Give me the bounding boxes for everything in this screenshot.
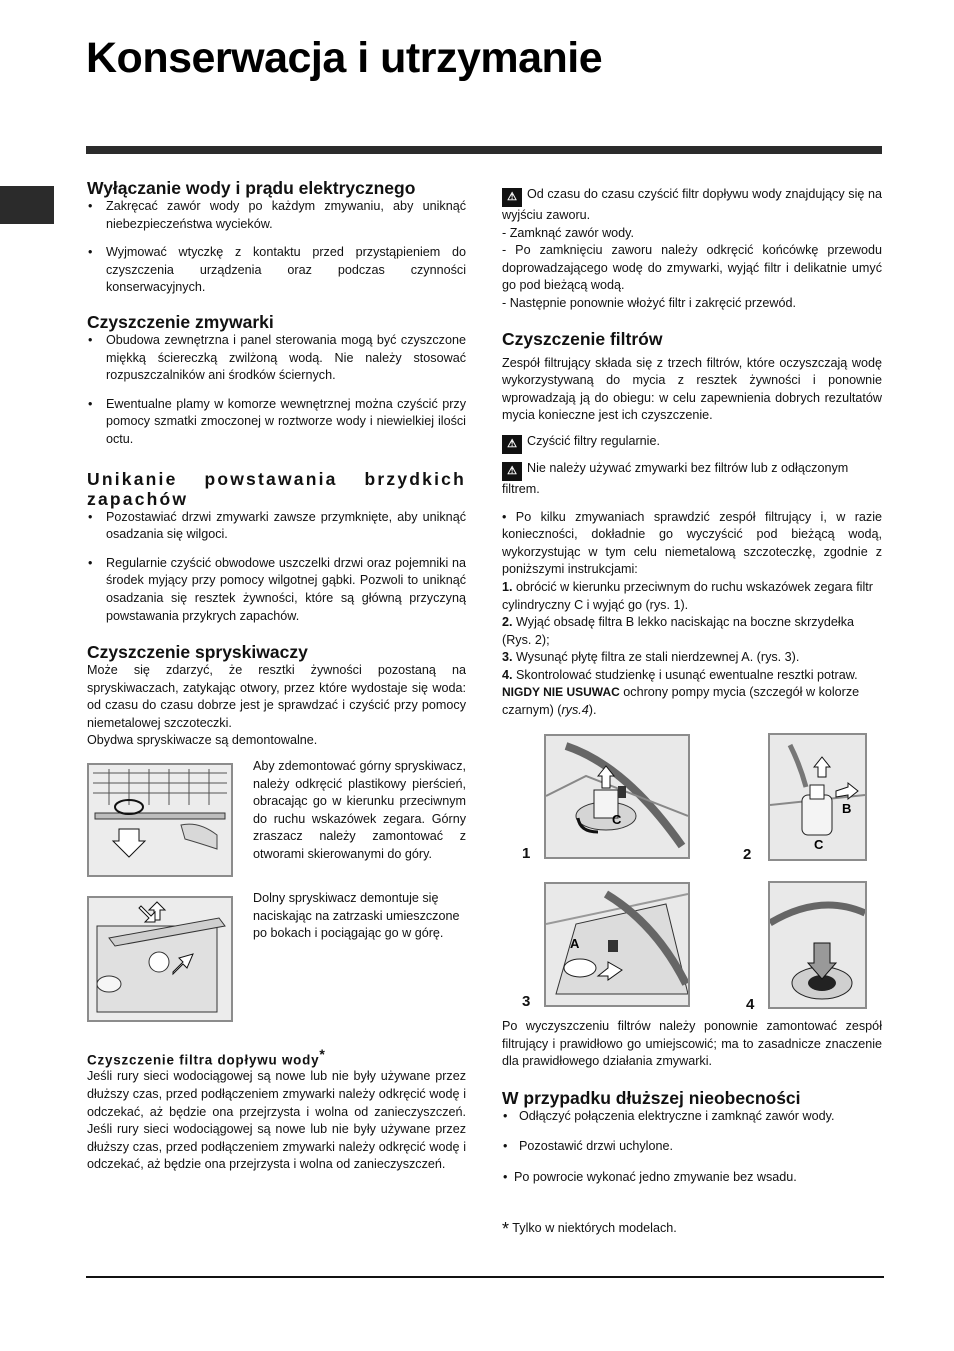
inlet-filter-text: Jeśli rury sieci wodociągowej są nowe lub nie były używane przez dłuższy czas, przed podłączeniem zmywarki należy odkręcić wodę i odczekać, aż będzie ona przejrzysta i wolna od zanieczyszczeń. Jeśli rury sieci wodociągowej są nowe lub nie były używane przez dłuższy czas, przed podłączeniem zmywarki należy odkręcić wodę i odczekać, aż będzie ona przejrzysta i wolna od zanieczyszczeń. [87,1069,466,1172]
fig-number-1: 1 [522,845,531,862]
never-remove-text: ochrony pompy mycia (szczegół w kolorze czarnym) ( [502,685,860,718]
fig-letter-c: C [814,837,824,852]
filters-warning-1-text: Czyścić filtry regularnie. [527,433,660,448]
odours-list [87,509,466,626]
fig-letter-a: A [570,936,580,951]
step-number: 2. [502,615,513,630]
list-item: • Wyjmować wtyczkę z kontaktu przed przystąpieniem do czyszczenia urządzenia oraz podczas czynności konserwacyjnych. [87,244,466,297]
list-item: • Zakręcać zawór wody po każdym zmywaniu, aby uniknąć niebezpieczeństwa wycieków. [87,198,466,233]
list-item: • Regularnie czyścić obwodowe uszczelki drzwi oraz pojemniki na środek myjący przy pomocy wilgotnej gąbki. Pozwoli to uniknąć osadzania się resztek żywności, które są główną przyczyną powstawania przykrych zapachów. [87,555,466,625]
inlet-step: - Po zamknięciu zaworu należy odkręcić końcówkę przewodu doprowadzającego wodę do zmywarki, wyjąć filtr i delikatnie umyć go pod bieżącą wodą. [502,243,882,293]
fig-number-3: 3 [522,993,531,1010]
step-number: 1. [502,579,513,594]
step-number: 4. [502,667,513,682]
page-title: Konserwacja i utrzymanie [86,34,603,82]
section-heading-cleaning: Czyszczenie zmywarki [87,311,274,332]
filter-step [502,667,882,685]
filter-figure-4 [768,881,867,1009]
warning-icon: ⚠ [502,462,522,481]
asterisk-mark: * [319,1046,326,1062]
footnote-text: Tylko w niektórych modelach. [512,1221,677,1235]
filters-after: Po wyczyszczeniu filtrów należy ponownie zamontować zespół filtrujący i prawidłowo go umiejscowić; ma to zasadnicze znaczenie dla prawidłowego działania zmywarki. [502,1019,882,1069]
cleaning-list [87,332,466,449]
inlet-step: - Następnie ponownie włożyć filtr i zakręcić przewód. [502,295,796,310]
never-remove-note [502,684,882,719]
step-number: 3. [502,650,513,665]
filter-step [502,614,882,649]
filters-check: • Po kilku zmywaniach sprawdzić zespół filtrujący i, w razie konieczności, dokładnie go wyczyścić pod bieżącą wodą, wykorzystując w tym celu niemetalową szczoteczkę, zgodnie z poniższymi instrukcjami: [502,509,882,577]
section-tab-marker [0,186,54,224]
fig-letter-b: B [842,801,852,816]
section-heading-sprayers: Czyszczenie spryskiwaczy [87,642,308,663]
filter-figure-1 [544,734,690,859]
inlet-warning-first: Od czasu do czasu czyścić filtr dopływu wody znajdujący się na wyjściu zaworu. [502,187,882,222]
filters-intro: Zespół filtrujący składa się z trzech filtrów, które oczyszczają wodę wykorzystywaną do mycia z resztek żywności i ponownie wprowadzają ją do obiegu: w celu zapewnienia dobrych rezultatów mycia konieczne jest ich czyszczenie. [502,355,882,423]
left-column [87,178,466,750]
list-item: • Pozostawiać drzwi zmywarki zawsze przymknięte, aby uniknąć osadzania się wilgoci. [87,509,466,544]
never-remove-bold: NIGDY NIE USUWAC [502,685,620,700]
warning-icon: ⚠ [502,435,522,454]
footnote-mark: * [502,1219,510,1239]
step-text: Wysunąć płytę filtra ze stali nierdzewnej A. (rys. 3). [516,650,800,665]
lower-sprayer-figure [87,896,233,1022]
title-divider [86,146,882,154]
upper-sprayer-figure [87,763,233,877]
filter-step [502,649,882,667]
fig-number-4: 4 [746,996,755,1013]
absence-list [502,1108,882,1187]
upper-sprayer-text: Aby zdemontować górny spryskiwacz, należy odkręcić plastikowy pierścień, obracając go w kierunku przeciwnym do ruchu wskazówek zegara. Górny zraszacz należy zamontować z otworami skierowanymi do góry. [253,759,466,861]
inlet-filter-heading: Czyszczenie filtra dopływu wody [87,1052,320,1068]
section-heading-absence: W przypadku dłuższej nieobecności [502,1087,801,1108]
lower-sprayer-text: Dolny spryskiwacz demontuje się naciskając na zatrzaski umieszczone po bokach i pociągając go w górę. [253,891,460,941]
sprayers-intro: Może się zdarzyć, że resztki żywności pozostaną na spryskiwaczach, zatykając otwory, przez które wydostaje się woda: od czasu do czasu dobrze jest je sprawdzać i czyścić przy pomocy niemetalowej szczoteczki. [87,663,466,730]
section-heading-water: Wyłączanie wody i prądu elektrycznego [87,178,416,198]
inlet-filter-section [87,1046,466,1174]
fig-letter-c: C [612,812,622,827]
sprayers-removable: Obydwa spryskiwacze są demontowalne. [87,733,318,748]
warning-icon: ⚠ [502,188,522,207]
list-item: • Odłączyć połączenia elektryczne i zamknąć zawór wody. [502,1108,882,1126]
list-item: • Ewentualne plamy w komorze wewnętrznej można czyścić przy pomocy szmatki zmoczonej w roztworze wody i niewielkiej ilości octu. [87,396,466,449]
list-item: • Obudowa zewnętrzna i panel sterowania mogą być czyszczone miękką ściereczką zwilżoną wodą. Nie należy stosować rozpuszczalników ani środków ściernych. [87,332,466,385]
right-column [502,186,882,720]
filters-warning-2-text: Nie należy używać zmywarki bez filtrów lub z odłączonym filtrem. [502,460,849,496]
list-item: • Pozostawić drzwi uchylone. [502,1138,882,1156]
step-text: Wyjąć obsadę filtra B lekko naciskając na boczne skrzydełka (Rys. 2); [502,615,854,647]
filter-step [502,579,882,614]
inlet-step: - Zamknąć zawór wody. [502,225,635,240]
list-item: • Po powrocie wykonać jedno zmywanie bez wsadu. [502,1169,882,1187]
step-text: obrócić w kierunku przeciwnym do ruchu wskazówek zegara filtr cylindryczny C i wyjąć go (rys. 1). [502,579,873,612]
water-list [87,198,466,297]
filter-figure-3 [544,882,690,1007]
inlet-warning-text [502,186,882,225]
filter-figure-2 [768,733,867,861]
section-heading-odours: Unikanie powstawania brzydkich zapachów [87,468,466,509]
fig-number-2: 2 [743,846,752,863]
right-bottom-section [502,1018,882,1187]
filters-warning-2 [502,460,882,499]
never-remove-end: ). [588,703,597,718]
filters-warning-1 [502,433,882,454]
bottom-divider [86,1276,884,1278]
footnote [502,1220,882,1239]
section-heading-filters: Czyszczenie filtrów [502,328,663,349]
never-remove-ref: rys.4 [561,703,589,718]
step-text: Skontrolować studzienkę i usunąć ewentualne resztki potraw. [516,667,858,682]
